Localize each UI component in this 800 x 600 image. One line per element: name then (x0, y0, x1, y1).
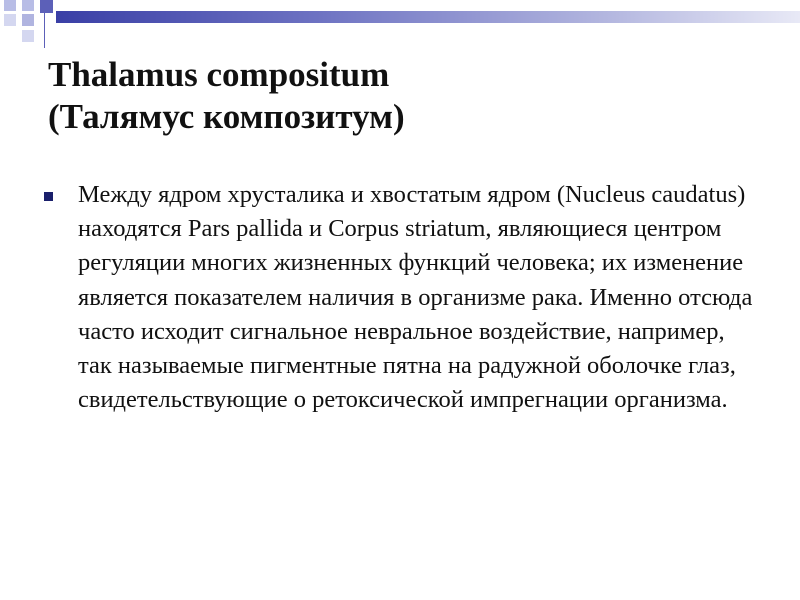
decor-gradient-bar (56, 11, 800, 23)
bullet-list (40, 178, 760, 417)
decor-square (22, 0, 34, 11)
bullet-text: Между ядром хрусталика и хвостатым ядром (Nucleus caudatus) находятся Pars pallida и Corpus striatum, являющиеся центром регуляции многих жизненных функций человека; их изменение является показателем наличия в организме рака. Именно отсюда часто исходит сигнальное невральное воздействие, например, так называемые пигментные пятна на радужной оболочке глаз, свидетельствующие о ретоксической импрегнации организма. (78, 181, 753, 414)
decor-square (22, 30, 34, 42)
slide-title-line-1: Thalamus compositum (48, 55, 390, 94)
slide-title (48, 54, 768, 138)
slide-title-line-2: (Талямус композитум) (48, 97, 405, 136)
decor-vertical-line (44, 0, 45, 48)
decor-square (22, 14, 34, 26)
bullet-item (40, 178, 760, 417)
square-bullet-icon (44, 192, 53, 201)
decor-square (4, 14, 16, 26)
decor-square (40, 0, 53, 13)
decor-square (4, 0, 16, 11)
